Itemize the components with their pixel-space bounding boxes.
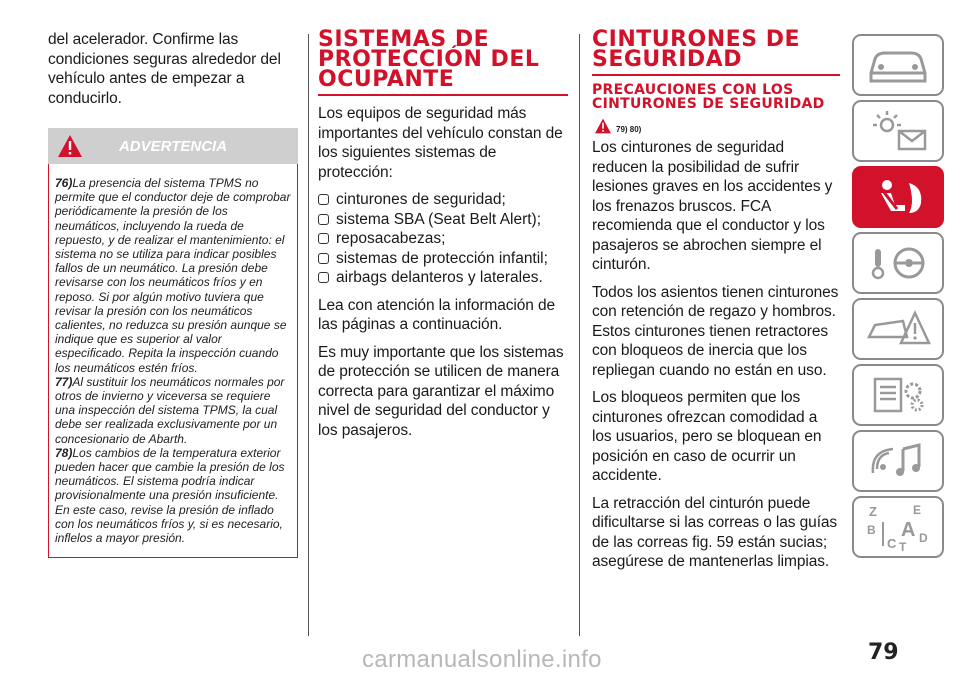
warning-header [48,128,298,164]
paragraph: Es muy importante que los sistemas de protección se utilicen de manera correcta para garantizar el máximo nivel de seguridad del conductor y los pasajeros. [318,343,564,439]
warning-item: 78)Los cambios de la temperatura exterior pueden hacer que cambie la presión de los neumáticos. El sistema podría indicar provisionalmente una presión insuficiente. En este caso, revise la presión de inflado con los neumáticos fríos y, si es necesario, inflelos a mayor presión. [55,445,285,546]
list-item: airbags delanteros y laterales. [318,268,568,288]
multimedia-icon [863,439,933,483]
subsection-title: PRECAUCIONES CON LOS CINTURONES DE SEGURIDAD [592,82,825,112]
paragraph: Los cinturones de seguridad reducen la posibilidad de sufrir lesiones graves en los accidentes y los frenazos bruscos. FCA recomienda que el conductor y los pasajeros se abrochen siempre el cinturón. [592,139,833,273]
index-letter: A [901,519,916,541]
warning-box [48,164,298,558]
protection-list [318,190,568,288]
emergency-icon [863,307,933,351]
left-column [48,30,298,558]
paragraph: Todos los asientos tienen cinturones con retención de regazo y hombros. Estos cinturones tienen retractores con bloqueos de inercia que los repliegan cuando no están en uso. [592,283,839,379]
tab-multimedia[interactable] [852,430,944,492]
warning-lights-icon [863,109,933,153]
warning-label: ADVERTENCIA [118,137,228,155]
tab-starting-driving[interactable] [852,232,944,294]
starting-driving-icon [863,241,933,285]
tab-maintenance[interactable] [852,364,944,426]
section-title: SISTEMAS DE PROTECCIÓN DEL OCUPANTE [318,27,540,92]
checkbox-bullet-icon [318,194,329,205]
paragraph: Lea con atención la información de las páginas a continuación. [318,296,556,333]
index-icon [863,502,933,552]
maintenance-icon [863,373,933,417]
seat-safety-icon [863,175,933,219]
title-rule [318,94,568,96]
index-letter: C [887,536,897,551]
middle-column [318,27,568,448]
paragraph: La retracción del cinturón puede dificultarse si las correas o las guías de las correas fig. 59 están sucias; asegúrese de mantenerlas limpias. [592,494,838,570]
list-item: sistema SBA (Seat Belt Alert); [318,210,568,230]
section-title: CINTURONES DE SEGURIDAD [592,27,800,72]
page-number: 79 [868,640,899,665]
paragraph: Los bloqueos permiten que los cinturones ofrezcan comodidad a los usuarios, pero se bloquean en posición en caso de ocurrir un accidente. [592,389,822,484]
car-overview-icon [863,43,933,87]
index-letter: T [899,540,907,552]
index-letter: Z [869,504,877,519]
warning-triangle-icon [594,118,612,134]
tab-seat-safety[interactable] [852,166,944,228]
tab-warning-lights[interactable] [852,100,944,162]
list-item: cinturones de seguridad; [318,190,568,210]
right-column [592,27,840,580]
checkbox-bullet-icon [318,233,329,244]
index-letter: B [867,523,876,537]
warning-item: 77)Al sustituir los neumáticos normales por otros de invierno y viceversa se requiere una inspección del sistema TPMS, la cual debe ser realizada exclusivamente por un concesionario de Abarth. [55,374,285,446]
checkbox-bullet-icon [318,272,329,283]
reference-numbers: 79) 80) [616,125,642,134]
checkbox-bullet-icon [318,214,329,225]
section-intro: Los equipos de seguridad más importantes del vehículo constan de los siguientes sistemas de protección: [318,105,563,181]
column-divider [308,34,309,636]
title-rule [592,74,840,76]
tab-emergency[interactable] [852,298,944,360]
list-item: sistemas de protección infantil; [318,249,568,269]
warning-item: 76)La presencia del sistema TPMS no permite que el conductor deje de comprobar periódicamente la presión de los neumáticos, incluyendo la rueda de repuesto, y de realizar el mantenimiento: el sistema no se utiliza para indicar posibles fallos de un neumático. La presión debe revisarse con los neumáticos fríos y en reposo. Si por algún motivo tuviera que revisar la presión con los neumáticos calientes, no reduzca su presión aunque se indique que es superior al valor especificado. Repita la inspección cuando los neumáticos estén fríos. [55,176,291,375]
watermark: carmanualsonline.info [362,646,602,673]
intro-text: del acelerador. Confirme las condiciones seguras alrededor del vehículo antes de empezar a conducirlo. [48,31,281,107]
index-letter: D [919,531,928,545]
warning-triangle-icon [57,134,83,158]
list-item: reposacabezas; [318,229,568,249]
checkbox-bullet-icon [318,253,329,264]
warning-references [594,117,840,134]
column-divider [579,34,580,636]
index-letter: E [913,503,922,517]
chapter-tabs [852,34,948,562]
tab-index[interactable] [852,496,944,558]
tab-car-overview[interactable] [852,34,944,96]
